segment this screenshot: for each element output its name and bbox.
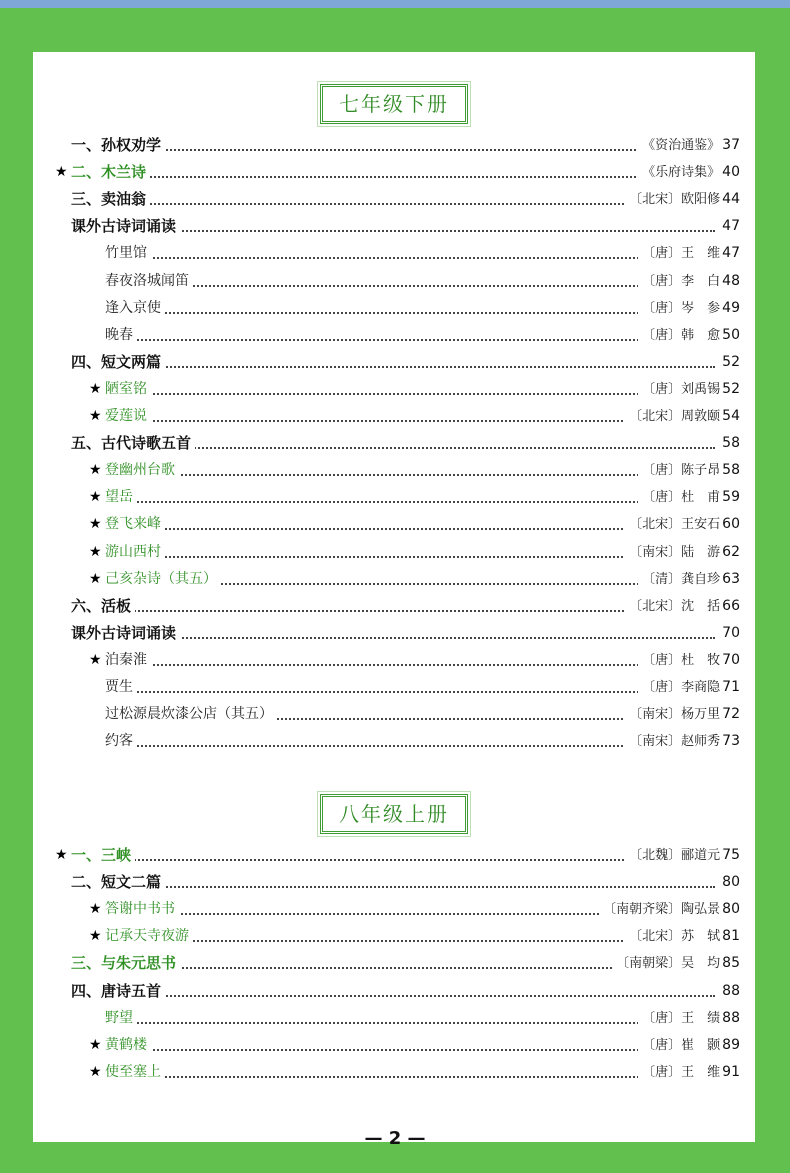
entry-page-number: 52 <box>722 353 740 370</box>
toc-entry[interactable] <box>33 1005 755 1031</box>
leader-dots <box>125 1049 715 1051</box>
section-heading: 八年级上册 <box>320 794 468 834</box>
entry-title: 泊秦淮 <box>105 647 151 673</box>
entry-title: 爱莲说 <box>105 403 151 429</box>
entry-page-number: 52 <box>722 380 740 397</box>
entry-source: 〔北宋〕王安石 <box>629 517 721 533</box>
key-text-star-icon: ★ <box>89 928 102 945</box>
entry-source: 〔南宋〕赵师秀 <box>629 734 721 750</box>
entry-meta <box>625 593 740 620</box>
entry-source: 〔南朝梁〕吴 均 <box>616 956 721 972</box>
entry-page-number: 54 <box>722 408 740 424</box>
entry-meta <box>625 511 740 538</box>
entry-meta <box>638 159 740 186</box>
entry-page-number: 59 <box>722 489 740 506</box>
leader-dots <box>125 1022 715 1024</box>
toc-entry[interactable] <box>33 268 755 294</box>
entry-source: 〔北魏〕郦道元 <box>629 848 721 863</box>
entry-meta <box>625 701 740 728</box>
entry-source: 〔南朝齐梁〕陶弘景 <box>603 902 721 918</box>
entry-title: 使至塞上 <box>105 1059 165 1085</box>
entry-title: 一、三峡 <box>71 842 135 868</box>
entry-title: 四、短文两篇 <box>71 349 165 375</box>
entry-source: 〔唐〕李商隐 <box>642 680 721 695</box>
entry-meta <box>625 186 740 213</box>
entry-page-number: 85 <box>722 955 740 972</box>
toc-entry[interactable] <box>33 376 755 402</box>
entry-page-number: 73 <box>722 733 740 750</box>
entry-meta <box>625 403 740 430</box>
toc-entry[interactable] <box>33 701 755 727</box>
leader-dots <box>91 886 715 888</box>
entry-meta <box>716 430 740 456</box>
entry-page-number: 58 <box>722 435 740 452</box>
entry-page-number: 50 <box>722 326 740 343</box>
leader-dots <box>125 393 715 395</box>
entry-source: 〔北宋〕周敦颐 <box>629 409 721 424</box>
entry-title: 己亥杂诗（其五） <box>105 566 221 592</box>
toc-entry[interactable] <box>33 240 755 266</box>
entry-page-number: 80 <box>722 901 740 918</box>
entry-title: 二、短文二篇 <box>71 869 165 895</box>
leader-dots <box>91 610 715 612</box>
key-text-star-icon: ★ <box>89 1036 102 1053</box>
leader-dots <box>125 257 715 259</box>
toc-entry[interactable] <box>33 213 755 239</box>
entry-title: 二、木兰诗 <box>71 159 150 185</box>
entry-meta <box>599 896 740 923</box>
entry-page-number: 37 <box>722 137 740 153</box>
entry-meta <box>638 484 740 511</box>
entry-page-number: 62 <box>722 543 740 560</box>
entry-meta <box>638 295 740 322</box>
entry-title: 黄鹤楼 <box>105 1032 151 1058</box>
toc-entry[interactable] <box>33 869 755 895</box>
toc-entry[interactable] <box>33 132 755 158</box>
entry-page-number: 88 <box>722 1009 740 1026</box>
entry-source: 〔北宋〕苏 轼 <box>629 929 721 945</box>
key-text-star-icon: ★ <box>55 847 68 863</box>
leader-dots <box>91 230 715 232</box>
entry-source: 《乐府诗集》 <box>642 165 721 181</box>
entry-source: 〔南宋〕杨万里 <box>629 707 721 723</box>
entry-meta <box>625 842 740 869</box>
entry-page-number: 58 <box>722 462 740 479</box>
entry-page-number: 88 <box>722 982 740 999</box>
entry-title: 三、卖油翁 <box>71 186 150 212</box>
entry-title: 竹里馆 <box>105 240 151 266</box>
entry-page-number: 75 <box>722 847 740 863</box>
entry-source: 〔唐〕韩 愈 <box>642 327 721 343</box>
leader-dots <box>91 637 715 639</box>
entry-title: 课外古诗词诵读 <box>71 620 180 646</box>
entry-title: 望岳 <box>105 484 137 510</box>
toc-entry[interactable] <box>33 349 755 375</box>
leader-dots <box>125 664 715 666</box>
toc-entry[interactable] <box>33 403 755 429</box>
top-strip <box>0 0 790 8</box>
entry-title: 游山西村 <box>105 539 165 565</box>
entry-title: 记承天寺夜游 <box>105 923 193 949</box>
entry-title: 五、古代诗歌五首 <box>71 430 195 456</box>
entry-source: 〔唐〕王 维 <box>642 246 721 262</box>
entry-source: 〔北宋〕欧阳修 <box>629 192 721 208</box>
entry-title: 春夜洛城闻笛 <box>105 268 193 294</box>
toc-entry[interactable] <box>33 322 755 348</box>
toc-entry[interactable] <box>33 1032 755 1058</box>
entry-page-number: 72 <box>722 706 740 723</box>
entry-title: 答谢中书书 <box>105 896 179 922</box>
leader-dots <box>91 366 715 368</box>
entry-meta <box>638 674 740 701</box>
entry-source: 〔清〕龚自珍 <box>642 571 721 587</box>
entry-meta <box>625 539 740 566</box>
entry-page-number: 60 <box>722 516 740 533</box>
toc-entry[interactable] <box>33 728 755 754</box>
toc-entry[interactable] <box>33 896 755 922</box>
entry-title: 陋室铭 <box>105 376 151 402</box>
entry-page-number: 91 <box>722 1063 740 1080</box>
entry-title: 四、唐诗五首 <box>71 978 165 1004</box>
entry-page-number: 89 <box>722 1036 740 1053</box>
entry-source: 〔唐〕杜 甫 <box>642 490 721 506</box>
key-text-star-icon: ★ <box>89 1063 102 1080</box>
key-text-star-icon: ★ <box>89 380 102 397</box>
key-text-star-icon: ★ <box>89 901 102 918</box>
leader-dots <box>125 501 715 503</box>
key-text-star-icon: ★ <box>55 164 68 181</box>
entry-meta <box>638 376 740 403</box>
entry-title: 晚春 <box>105 322 137 348</box>
leader-dots <box>125 312 715 314</box>
leader-dots <box>125 285 715 287</box>
page-number: — 2 — <box>364 1128 426 1149</box>
key-text-star-icon: ★ <box>89 462 102 479</box>
toc-entry[interactable] <box>33 674 755 700</box>
entry-title: 课外古诗词诵读 <box>71 213 180 239</box>
entry-meta <box>716 978 740 1004</box>
entry-title: 野望 <box>105 1005 137 1031</box>
entry-page-number: 70 <box>722 624 740 641</box>
key-text-star-icon: ★ <box>89 489 102 506</box>
entry-title: 贾生 <box>105 674 137 700</box>
toc-entry[interactable] <box>33 593 755 619</box>
toc-paper <box>33 52 755 1142</box>
entry-title: 一、孙权劝学 <box>71 132 165 158</box>
entry-source: 〔唐〕陈子昂 <box>642 463 721 479</box>
entry-title: 六、活板 <box>71 593 135 619</box>
toc-entry[interactable] <box>33 950 755 976</box>
entry-source: 〔北宋〕沈 括 <box>629 598 721 614</box>
entry-page-number: 48 <box>722 272 740 289</box>
entry-meta <box>638 457 740 484</box>
entry-meta <box>638 1005 740 1032</box>
toc-entry[interactable] <box>33 430 755 456</box>
toc-entry[interactable] <box>33 620 755 646</box>
key-text-star-icon: ★ <box>89 651 102 668</box>
key-text-star-icon: ★ <box>89 408 102 424</box>
entry-title: 登飞来峰 <box>105 511 165 537</box>
entry-page-number: 66 <box>722 597 740 614</box>
toc-entry[interactable] <box>33 1059 755 1085</box>
toc-entry[interactable] <box>33 923 755 949</box>
leader-dots <box>91 203 715 205</box>
entry-meta <box>638 132 740 159</box>
key-text-star-icon: ★ <box>89 543 102 560</box>
entry-source: 〔唐〕杜 牧 <box>642 652 721 668</box>
entry-title: 过松源晨炊漆公店（其五） <box>105 701 277 727</box>
entry-source: 〔唐〕李 白 <box>642 273 721 289</box>
leader-dots <box>125 691 715 693</box>
entry-title: 逢入京使 <box>105 295 165 321</box>
entry-page-number: 70 <box>722 651 740 668</box>
toc-entry[interactable] <box>33 978 755 1004</box>
entry-page-number: 47 <box>722 218 740 235</box>
entry-page-number: 49 <box>722 299 740 316</box>
key-text-star-icon: ★ <box>89 516 102 533</box>
entry-source: 〔唐〕岑 参 <box>642 300 721 316</box>
key-text-star-icon: ★ <box>89 570 102 587</box>
entry-meta <box>638 240 740 267</box>
entry-meta <box>716 620 740 646</box>
entry-source: 〔唐〕王 绩 <box>642 1010 721 1026</box>
entry-meta <box>612 950 740 977</box>
entry-source: 〔唐〕刘禹锡 <box>642 381 721 397</box>
toc-entry[interactable] <box>33 295 755 321</box>
entry-meta <box>638 1059 740 1086</box>
entry-page-number: 47 <box>722 245 740 262</box>
entry-page-number: 80 <box>722 874 740 891</box>
entry-meta <box>638 322 740 349</box>
entry-title: 登幽州台歌 <box>105 457 179 483</box>
toc-entry[interactable] <box>33 484 755 510</box>
entry-title: 三、与朱元思书 <box>71 950 180 976</box>
entry-meta <box>716 869 740 895</box>
toc-entry[interactable] <box>33 457 755 483</box>
toc-entry[interactable] <box>33 511 755 537</box>
entry-meta <box>638 647 740 674</box>
toc-entry[interactable] <box>33 539 755 565</box>
entry-page-number: 40 <box>722 164 740 181</box>
entry-meta <box>638 566 740 593</box>
toc-entry[interactable] <box>33 186 755 212</box>
entry-title: 约客 <box>105 728 137 754</box>
leader-dots <box>125 474 715 476</box>
entry-meta <box>638 1032 740 1059</box>
entry-meta <box>625 728 740 755</box>
toc-entry[interactable] <box>33 647 755 673</box>
entry-meta <box>716 213 740 239</box>
leader-dots <box>125 339 715 341</box>
leader-dots <box>91 149 715 151</box>
entry-meta <box>625 923 740 950</box>
entry-source: 《资治通鉴》 <box>642 138 721 153</box>
entry-meta <box>638 268 740 295</box>
toc-entry[interactable] <box>33 842 755 868</box>
entry-page-number: 71 <box>722 679 740 695</box>
leader-dots <box>91 859 715 861</box>
entry-source: 〔南宋〕陆 游 <box>629 544 721 560</box>
entry-page-number: 44 <box>722 191 740 208</box>
leader-dots <box>91 176 715 178</box>
entry-source: 〔唐〕王 维 <box>642 1064 721 1080</box>
leader-dots <box>125 1076 715 1078</box>
entry-page-number: 63 <box>722 570 740 587</box>
toc-entry[interactable] <box>33 159 755 185</box>
entry-source: 〔唐〕崔 颢 <box>642 1037 721 1053</box>
entry-page-number: 81 <box>722 928 740 945</box>
leader-dots <box>91 995 715 997</box>
section-heading: 七年级下册 <box>320 84 468 124</box>
toc-entry[interactable] <box>33 566 755 592</box>
entry-meta <box>716 349 740 375</box>
